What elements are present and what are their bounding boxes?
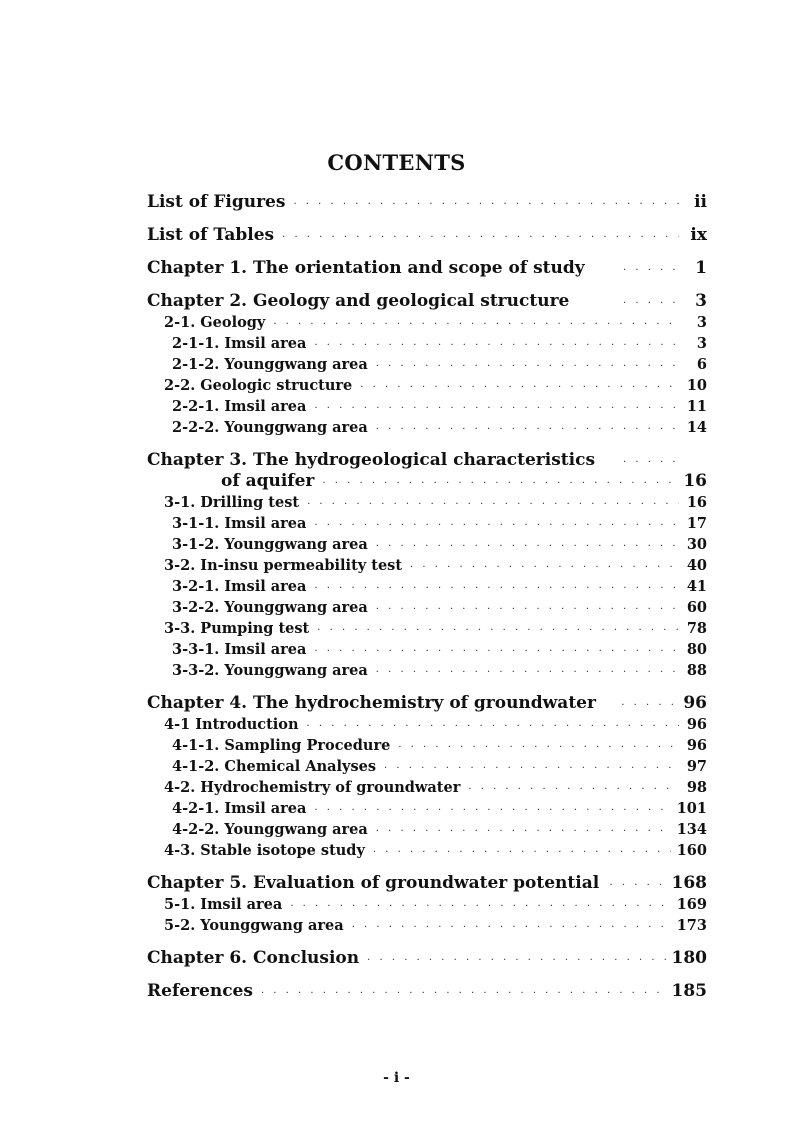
toc-entry-page: 3: [695, 291, 707, 311]
toc-entry: [147, 576, 707, 597]
toc-dot-leader: [282, 227, 679, 248]
toc-entry-page: 160: [676, 842, 707, 859]
toc-dot-leader: [410, 557, 679, 578]
toc-entry-label: 3-1-1. Imsil area: [172, 515, 307, 532]
toc-entry: [147, 375, 707, 396]
toc-entry-page: 1: [695, 258, 707, 278]
toc-entry-label: 3-1-2. Younggwang area: [172, 536, 368, 553]
toc-entry-page: 16: [683, 471, 707, 491]
toc-dot-leader: [623, 452, 679, 473]
toc-entry: [147, 756, 707, 777]
toc-dot-leader: [314, 578, 679, 599]
toc-dot-leader: [367, 950, 665, 971]
toc-entry-page: ii: [694, 192, 707, 212]
toc-entry: [147, 639, 707, 660]
toc-entry: [147, 915, 707, 936]
toc-entry: [147, 396, 707, 417]
toc-entry-label: 2-1-1. Imsil area: [172, 335, 307, 352]
toc-entry-label: Chapter 5. Evaluation of groundwater potential: [147, 873, 600, 893]
toc-dot-leader: [376, 419, 679, 440]
toc-entry: [147, 291, 707, 312]
toc-entry: [147, 798, 707, 819]
toc-entry-label: Chapter 3. The hydrogeological characteristics: [147, 450, 596, 470]
toc-entry-page: 16: [686, 494, 707, 511]
toc-entry-label: 3-3. Pumping test: [164, 620, 310, 637]
toc-entry: [147, 312, 707, 333]
toc-entry-label: 2-2. Geologic structure: [164, 377, 353, 394]
toc-entry-page: 97: [686, 758, 707, 775]
toc-entry-page: 185: [671, 981, 707, 1001]
toc-entry: [147, 534, 707, 555]
toc-entry: [147, 555, 707, 576]
toc-entry-label: 2-2-2. Younggwang area: [172, 419, 368, 436]
toc-entry-page: 134: [676, 821, 707, 838]
toc-entry: [147, 660, 707, 681]
toc-dot-leader: [314, 398, 679, 419]
toc-dot-leader: [384, 758, 679, 779]
page-title: CONTENTS: [327, 150, 466, 175]
toc-entry: [147, 840, 707, 861]
toc-entry-label: 3-2-1. Imsil area: [172, 578, 307, 595]
toc-dot-leader: [307, 494, 679, 515]
toc-entry-label: Chapter 1. The orientation and scope of study: [147, 258, 585, 278]
toc-dot-leader: [468, 779, 679, 800]
toc-entry: [147, 225, 707, 246]
toc-entry-label: List of Tables: [147, 225, 275, 245]
toc-entry-page: 41: [686, 578, 707, 595]
toc-entry-page: 11: [686, 398, 707, 415]
toc-dot-leader: [290, 896, 670, 917]
toc-dot-leader: [610, 875, 666, 896]
toc-dot-leader: [307, 716, 679, 737]
toc-entry: [147, 597, 707, 618]
toc-entry-page: 6: [696, 356, 707, 373]
toc-dot-leader: [314, 335, 679, 356]
toc-dot-leader: [261, 983, 666, 1004]
toc-entry-label: Chapter 6. Conclusion: [147, 948, 360, 968]
toc-dot-leader: [352, 917, 671, 938]
toc-dot-leader: [317, 620, 679, 641]
toc-entry-page: 88: [686, 662, 707, 679]
toc-dot-leader: [376, 821, 671, 842]
toc-entry-page: 78: [686, 620, 707, 637]
toc-entry: [147, 192, 707, 213]
toc-dot-leader: [322, 473, 677, 494]
toc-entry: [147, 333, 707, 354]
toc-entry-page: 3: [696, 314, 707, 331]
toc-entry-page: 168: [671, 873, 707, 893]
toc-entry-label: 4-2-1. Imsil area: [172, 800, 307, 817]
toc-entry-label: List of Figures: [147, 192, 286, 212]
toc-entry-page: 96: [683, 693, 707, 713]
toc-entry-page: 3: [696, 335, 707, 352]
toc-entry-label: Chapter 2. Geology and geological structure: [147, 291, 570, 311]
toc-entry-page: 169: [676, 896, 707, 913]
toc-entry: [147, 417, 707, 438]
toc-entry: [147, 714, 707, 735]
toc-entry-page: 98: [686, 779, 707, 796]
toc-entry-page: 17: [686, 515, 707, 532]
toc-entry-page: 96: [686, 737, 707, 754]
toc-entry: [147, 450, 707, 471]
toc-entry-label: 3-3-2. Younggwang area: [172, 662, 368, 679]
toc-entry: [147, 492, 707, 513]
toc-dot-leader: [360, 377, 679, 398]
toc-entry-label: 5-2. Younggwang area: [164, 917, 344, 934]
toc-entry-label: of aquifer: [221, 471, 315, 491]
toc-entry: [147, 894, 707, 915]
toc-entry-label: 4-1-1. Sampling Procedure: [172, 737, 391, 754]
toc-dot-leader: [293, 194, 679, 215]
toc-dot-leader: [621, 695, 677, 716]
toc-dot-leader: [623, 293, 679, 314]
toc-entry-page: 173: [676, 917, 707, 934]
toc-entry: [147, 873, 707, 894]
toc-entry-label: References: [147, 981, 253, 1001]
toc-entry-label: 4-1-2. Chemical Analyses: [172, 758, 377, 775]
toc-entry-page: 180: [671, 948, 707, 968]
toc-entry: [147, 819, 707, 840]
toc-entry: [147, 471, 707, 492]
toc-dot-leader: [373, 842, 671, 863]
toc-dot-leader: [314, 800, 670, 821]
toc-entry-label: 3-1. Drilling test: [164, 494, 300, 511]
toc-entry-page: 101: [676, 800, 707, 817]
toc-entry: [147, 948, 707, 969]
toc-entry: [147, 354, 707, 375]
toc-entry-page: 10: [686, 377, 707, 394]
toc-dot-leader: [314, 641, 679, 662]
toc-entry: [147, 618, 707, 639]
toc-entry-label: 4-1 Introduction: [164, 716, 299, 733]
toc-dot-leader: [314, 515, 679, 536]
toc-entry-page: 60: [686, 599, 707, 616]
toc-entry-page: ix: [690, 225, 707, 245]
toc-entry: [147, 258, 707, 279]
toc-entry-label: 2-2-1. Imsil area: [172, 398, 307, 415]
page-number: - i -: [383, 1070, 410, 1086]
toc-dot-leader: [376, 536, 679, 557]
toc-entry-label: 4-2. Hydrochemistry of groundwater: [164, 779, 461, 796]
toc-entry-label: 4-2-2. Younggwang area: [172, 821, 368, 838]
table-of-contents: [147, 192, 707, 1002]
toc-entry-label: 3-2-2. Younggwang area: [172, 599, 368, 616]
toc-entry: [147, 693, 707, 714]
toc-entry-page: 30: [686, 536, 707, 553]
toc-dot-leader: [273, 314, 679, 335]
toc-entry-label: 2-1-2. Younggwang area: [172, 356, 368, 373]
toc-entry: [147, 981, 707, 1002]
toc-entry-page: 40: [686, 557, 707, 574]
toc-entry: [147, 735, 707, 756]
toc-dot-leader: [623, 260, 679, 281]
toc-entry-label: Chapter 4. The hydrochemistry of groundwater: [147, 693, 596, 713]
toc-dot-leader: [376, 599, 679, 620]
toc-entry-page: 14: [686, 419, 707, 436]
toc-entry: [147, 513, 707, 534]
toc-entry-label: 3-2. In-insu permeability test: [164, 557, 403, 574]
toc-entry-label: 4-3. Stable isotope study: [164, 842, 365, 859]
toc-entry-page: 80: [686, 641, 707, 658]
toc-dot-leader: [376, 662, 679, 683]
toc-entry-label: 3-3-1. Imsil area: [172, 641, 307, 658]
toc-entry-label: 5-1. Imsil area: [164, 896, 283, 913]
toc-dot-leader: [376, 356, 679, 377]
toc-dot-leader: [398, 737, 679, 758]
toc-entry-label: 2-1. Geology: [164, 314, 266, 331]
toc-entry-page: 96: [686, 716, 707, 733]
toc-entry: [147, 777, 707, 798]
